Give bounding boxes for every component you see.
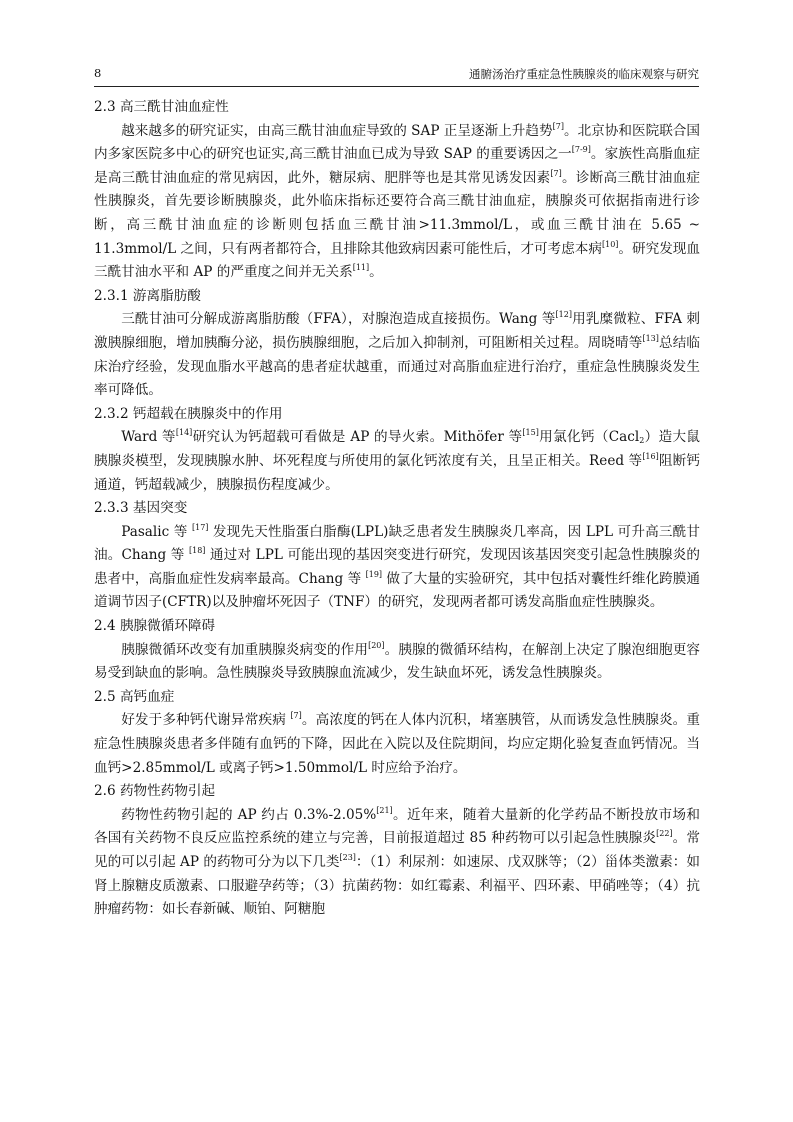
running-title: 通腑汤治疗重症急性胰腺炎的临床观察与研究 [469,67,699,81]
text-run: 。高浓度的钙在人体内沉积，堵塞胰管，从而诱发急性胰腺炎。重症急性胰腺炎患者多伴随有血钙的下降，因此在入院以及住院期间，均应定期化验复查血钙情况。当血钙>2.85mmol/L 或离子钙>1.50mmol/L 时应给予治疗。 [94,712,701,776]
text-run: 。诊断高三酰甘油血症性胰腺炎，首先要诊断胰腺炎，此外临床指标还要符合高三酰甘油血症，胰腺炎可依据指南进行诊断，高三酰甘油血症的诊断则包括血三酰甘油>11.3mmol/L，或血三酰甘油在 5.65 ~ 11.3mmol/L 之间，只有两者都符合，且排除其他致病因素可能性后，才可考虑本病 [94,169,701,257]
citation: [18] [188,546,206,556]
paragraph [94,308,700,402]
text-run: 。近年来，随着大量新的化学药品不断投放市场和各国有关药物不良反应监控系统的建立与完善，目前报道超过 85 种药物可以引起急性胰腺炎 [94,806,700,847]
text-run: 用氯化钙（Cacl [538,429,640,446]
citation: [7] [550,168,562,178]
section-heading: 2.6 药物性药物引起 [94,783,216,800]
text-run: 。常见的可以引起 AP 的药物可分为以下几类 [94,830,701,870]
page-header [94,66,699,84]
paragraph [94,639,700,686]
text-run: 越来越多的研究证实，由高三酰甘油血症导致的 SAP 正呈逐渐上升趋势 [121,122,553,139]
text-run: Ward 等 [121,429,176,446]
text-run: 通过对 LPL 可能出现的基因突变进行研究，发现因该基因突变引起急性胰腺炎的患者中，高脂血症性发病率最高。Chang 等 [94,547,700,587]
text-run: 研究认为钙超载可看做是 AP 的导火索。Mithöfer 等 [192,429,523,446]
text-run: 。家族性高脂血症是高三酰甘油血症的常见病因，此外，糖尿病、肥胖等也是其常见诱发因素 [94,146,700,186]
text-run: 。 [369,264,383,281]
text-run: 药物性药物引起的 AP 约占 0.3%-2.05% [121,806,377,823]
paragraph [94,709,700,780]
page-number: 8 [94,66,102,80]
citation: [7] [290,711,302,721]
citation: [22] [656,829,673,839]
paragraph [94,120,700,285]
paragraph [94,521,700,615]
citation: [7-9] [571,145,591,155]
citation: [20] [368,640,385,650]
subsection-heading: 2.3.3 基因突变 [94,500,188,517]
citation: [15] [522,428,539,438]
citation: [17] [191,522,209,532]
citation: [21] [376,805,393,815]
text-run: 三酰甘油可分解成游离脂肪酸（FFA），对腺泡造成直接损伤。Wang 等 [121,311,556,328]
citation: [10] [602,239,619,249]
citation: [7] [552,121,564,131]
subsection-heading: 2.3.2 钙超载在胰腺炎中的作用 [94,405,283,422]
citation: [14] [175,428,193,438]
text-run: 。研究发现血三酰甘油水平和 AP 的严重度之间并无关系 [94,240,700,281]
text-run: 做了大量的实验研究，其中包括对囊性纤维化跨膜通道调节因子(CFTR)以及肿瘤坏死因子（TNF）的研究，发现两者都可诱发高脂血症性胰腺炎。 [94,570,700,611]
text-run: 。北京协和医院联合国内多家医院多中心的研究也证实,高三酰甘油血已成为导致 SAP 的重要诱因之一 [94,122,701,163]
text-run: Pasalic 等 [121,523,192,540]
page-body [94,96,700,922]
section-heading: 2.4 胰腺微循环障碍 [94,618,216,635]
citation: [23] [339,853,356,862]
text-run: 总结临床治疗经验，发现血脂水平越高的患者症状越重，而通过对高脂血症进行治疗，重症急性胰腺炎发生率可降低。 [94,334,701,399]
citation: [19] [365,569,383,579]
citation: [13] [642,333,659,343]
section-heading: 2.5 高钙血症 [94,688,175,705]
header-rule [94,86,699,87]
text-run: 好发于多种钙代谢异常疾病 [121,712,291,729]
citation: [11] [352,263,370,273]
citation: [12] [555,310,572,320]
text-run: 发现先天性脂蛋白脂酶(LPL)缺乏患者发生胰腺炎几率高，因 LPL 可升高三酰甘油。Chang 等 [94,523,700,564]
section-heading: 2.3 高三酰甘油血症性 [94,99,229,115]
text-run: ：（1）利尿剂：如速尿、戊双脒等；（2）甾体类激素：如肾上腺糖皮质激素、口服避孕药等；（3）抗菌药物：如红霉素、利福平、四环素、甲硝唑等；（4）抗肿瘤药物：如长春新碱、顺铂、阿糖胞 [94,854,700,918]
subsection-heading: 2.3.1 游离脂肪酸 [94,287,201,304]
text-run: 。胰腺的微循环结构，在解剖上决定了腺泡细胞更容易受到缺血的影响。急性胰腺炎导致胰腺血流减少，发生缺血坏死，诱发急性胰腺炎。 [94,641,701,682]
text-run: 阻断钙通道，钙超载减少，胰腺损伤程度减少。 [94,452,700,493]
text-run: 胰腺微循环改变有加重胰腺炎病变的作用 [121,641,369,658]
text-run: ）造大鼠胰腺炎模型，发现胰腺水肿、坏死程度与所使用的氯化钙浓度有关，且呈正相关。Reed 等 [94,429,701,469]
citation: [16] [642,451,659,461]
paragraph [94,804,700,922]
paragraph [94,426,700,497]
subscript: 2 [639,436,645,446]
text-run: 用乳糜微粒、FFA 刺激胰腺细胞，增加胰酶分泌，损伤胰腺细胞，之后加入抑制剂，可阻断相关过程。周晓晴等 [94,311,700,351]
